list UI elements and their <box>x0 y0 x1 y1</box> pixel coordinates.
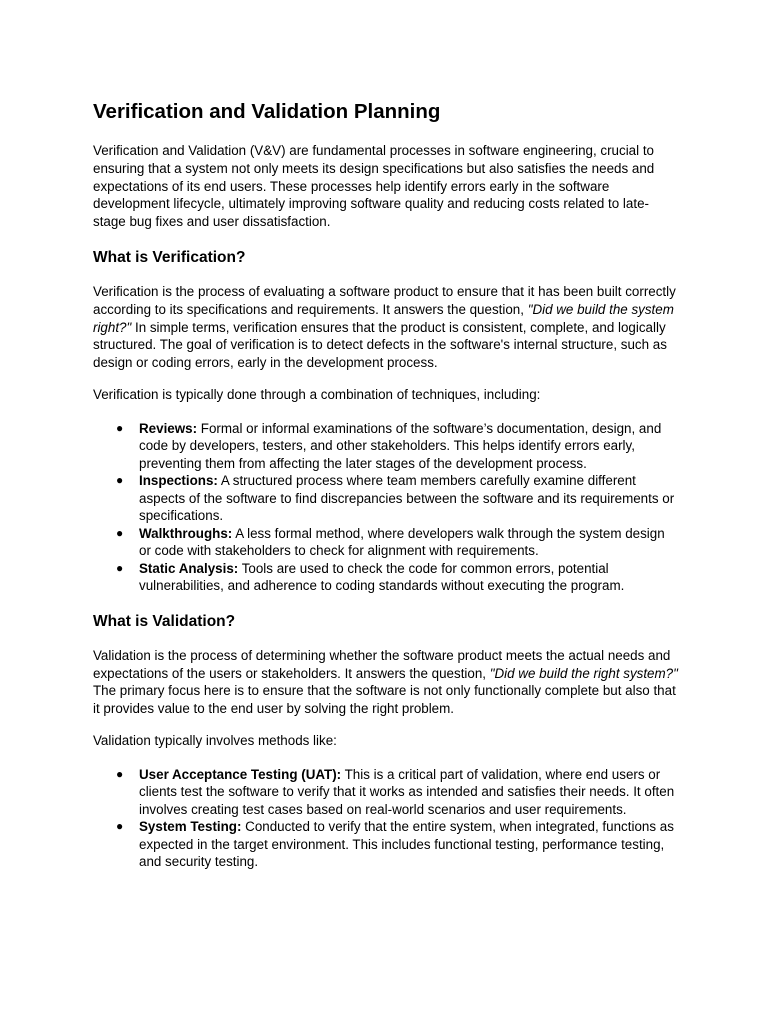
bullet-icon: ● <box>116 819 124 834</box>
verification-text-after: In simple terms, verification ensures that the product is consistent, complete, and logically structured. The goal of verification is to detect defects in the software's internal structure, such as design or coding errors, early in the development process. <box>93 319 667 371</box>
list-item-text: A less formal method, where developers walk through the system design or code with stakeholders to check for alignment with requirements. <box>139 525 665 559</box>
list-item-text: This is a critical part of validation, where end users or clients test the software to verify that it works as intended and satisfies their needs. It often involves creating test cases based on real-world scenarios and user requirements. <box>139 766 675 817</box>
list-item <box>93 818 678 871</box>
verification-text-before: Verification is the process of evaluating a software product to ensure that it has been built correctly according to its specifications and requirements. It answers the question, <box>93 283 676 317</box>
list-item-term: Walkthroughs: <box>139 525 233 541</box>
validation-definition <box>93 647 678 718</box>
bullet-icon: ● <box>116 525 124 540</box>
validation-methods-intro: Validation typically involves methods like: <box>93 732 337 748</box>
list-item <box>93 560 678 595</box>
list-item-term: User Acceptance Testing (UAT): <box>139 766 342 782</box>
bullet-icon: ● <box>116 473 124 488</box>
list-item-text: A structured process where team members carefully examine different aspects of the software to find discrepancies between the software and its requirements or specifications. <box>139 473 675 524</box>
list-item-term: System Testing: <box>139 819 242 835</box>
list-item-text: Conducted to verify that the entire system, when integrated, functions as expected in the target environment. This includes functional testing, performance testing, and security testing. <box>139 819 674 870</box>
list-item-term: Reviews: <box>139 420 198 436</box>
validation-heading: What is Validation? <box>93 612 236 630</box>
validation-methods-list <box>93 766 678 871</box>
list-item-term: Inspections: <box>139 473 218 489</box>
list-item <box>93 420 678 473</box>
list-item <box>93 766 678 819</box>
verification-definition <box>93 283 678 372</box>
bullet-icon: ● <box>116 420 124 435</box>
bullet-icon: ● <box>116 560 124 575</box>
verification-heading: What is Verification? <box>93 248 246 266</box>
page-title: Verification and Validation Planning <box>93 100 441 123</box>
list-item-term: Static Analysis: <box>139 560 239 576</box>
intro-paragraph: Verification and Validation (V&V) are fundamental processes in software engineering, crucial to ensuring that a system not only meets its design specifications but also satisfies the needs and expectations of its end users. These processes help identify errors early in the software development lifecycle, ultimately improving software quality and reducing costs related to late-stage bug fixes and user dissatisfaction. <box>93 143 655 230</box>
list-item-text: Formal or informal examinations of the software’s documentation, design, and code by developers, testers, and other stakeholders. This helps identify errors early, preventing them from affecting the later stages of the development process. <box>139 420 662 471</box>
verification-techniques-intro: Verification is typically done through a combination of techniques, including: <box>93 386 541 402</box>
list-item <box>93 472 678 525</box>
list-item-text: Tools are used to check the code for common errors, potential vulnerabilities, and adherence to coding standards without executing the program. <box>139 560 625 594</box>
validation-question: "Did we build the right system?" <box>489 665 678 681</box>
validation-text-after: The primary focus here is to ensure that the software is not only functionally complete but also that it provides value to the end user by solving the right problem. <box>93 683 676 717</box>
validation-text-before: Validation is the process of determining whether the software product meets the actual needs and expectations of the users or stakeholders. It answers the question, <box>93 647 671 681</box>
verification-techniques-list <box>93 420 678 595</box>
list-item <box>93 525 678 560</box>
verification-question: "Did we build the system right?" <box>93 301 674 335</box>
document-body <box>93 98 678 887</box>
bullet-icon: ● <box>116 766 124 781</box>
